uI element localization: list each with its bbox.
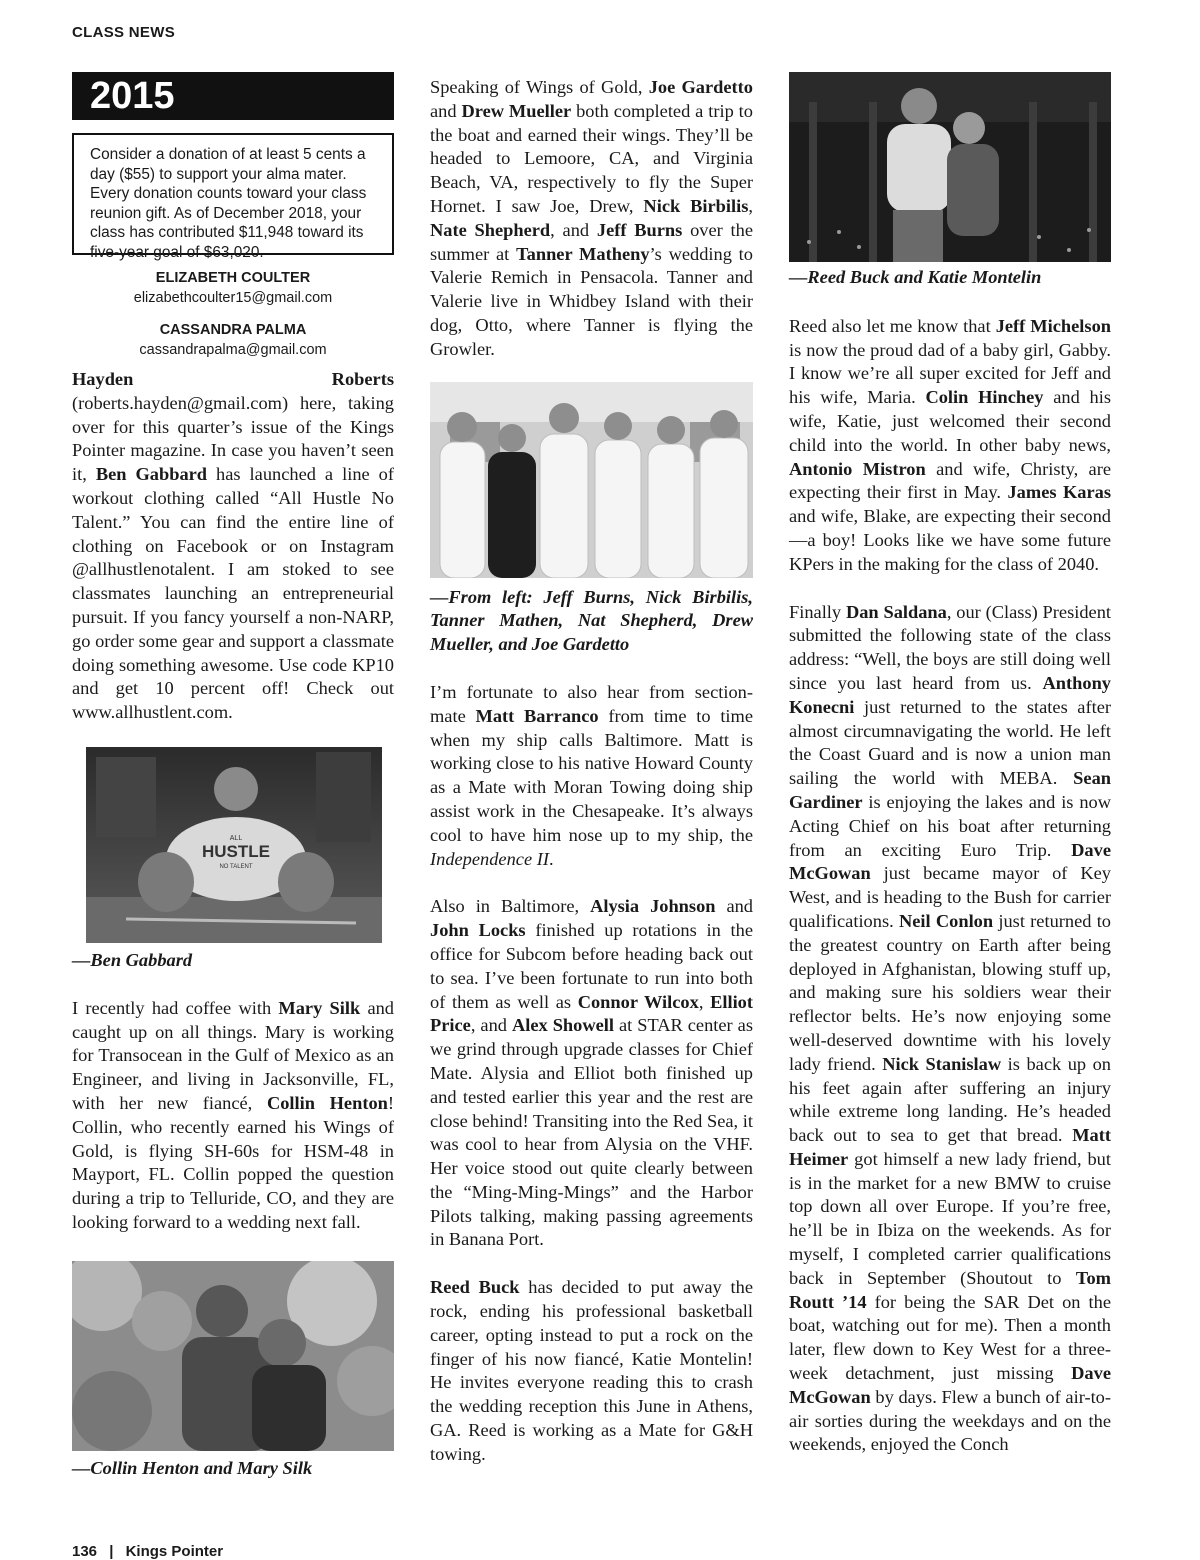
caption-ben-gabbard: —Ben Gabbard <box>72 949 193 970</box>
bold-name: Neil Conlon <box>898 910 994 931</box>
text-run: over the summer at <box>430 219 753 264</box>
text-run: both completed a trip to the boat and earned their wings. They’ll be headed to Lemoore, CA, and Virginia Beach, VA, respectively to fly the Super Hornet. I saw Joe, Drew, <box>430 100 753 216</box>
bold-name: Alysia Johnson <box>590 896 716 917</box>
bold-name: Nick Stanislaw <box>882 1053 1002 1074</box>
photo-collin-mary-image <box>72 1261 394 1451</box>
text-run: and caught up on all things. Mary is working for Transocean in the Gulf of Mexico as an Engineer, and living in Jacksonville, FL, with her new fiancé, <box>72 997 394 1113</box>
text-run: is back up on his feet again after suffering an injury while extreme long landing. He’s headed back out to sea to get that bread. <box>789 1053 1111 1146</box>
text-run: for being the SAR Det on the boat, watching out for me). Then a month later, flew down to Key West for a three-week detachment, just missing <box>789 1291 1111 1384</box>
text-run: just returned to the greatest country on Earth after being deployed in Afghanistan, blowing stuff up, and making sure his soldiers wear their reflector belts. He’s now enjoying some well-deserved downtime with his lovely lady friend. <box>789 910 1111 1074</box>
text-run: Reed also let me know that <box>789 315 996 336</box>
bold-name: Jeff Burns <box>596 219 683 240</box>
photo-ben-gabbard <box>86 747 382 943</box>
page-footer <box>72 1543 223 1560</box>
bold-name: Colin Hinchey <box>925 387 1044 408</box>
bold-name: Nick Birbilis <box>643 195 749 216</box>
text-run: and <box>430 100 462 121</box>
text-run: I recently had coffee with <box>72 997 279 1018</box>
text-run: I’m fortunate to also hear from section-mate <box>430 681 753 726</box>
contact-email: cassandrapalma@gmail.com <box>139 342 327 358</box>
photo-group-image <box>430 382 753 578</box>
bold-name: Joe Gardetto <box>648 77 753 97</box>
contact-cassandra <box>72 320 394 360</box>
bold-name: Dave McGowan <box>789 1363 1111 1407</box>
text-run: , our (Class) President submitted the following state of the class address: “Well, the boys are still doing well since you last heard from us. <box>789 601 1111 693</box>
paragraph-baltimore <box>430 895 753 1252</box>
footer-separator: | <box>109 1543 114 1560</box>
text-run: has launched a line of workout clothing called “All Hustle No Talent.” You can find the entire line of clothing on Facebook or on Instagram @allhustlenotalent. I am stoked to see classmates launching an entrepreneurial pursuit. If you fancy yourself a non-NARP, go order some gear and support a classmate doing something awesome. Use code KP10 and get 10 percent off! Check out www.allhustlent.com. <box>72 464 394 723</box>
contact-elizabeth <box>72 268 394 308</box>
text-run: , <box>698 991 711 1012</box>
section-label: CLASS NEWS <box>72 24 176 41</box>
page-number: 136 <box>72 1543 98 1560</box>
bold-name: Dave McGowan <box>789 839 1111 884</box>
text-run: and wife, Blake, are expecting their second—a boy! Looks like we have some future KPers in the making for the class of 2040. <box>789 506 1111 574</box>
paragraph-hayden <box>72 368 394 725</box>
contact-name: ELIZABETH COULTER <box>155 270 311 286</box>
photo-group <box>430 382 753 578</box>
bold-name: Drew Mueller <box>461 100 572 121</box>
bold-name: Mary Silk <box>278 997 361 1018</box>
bold-name: Tom Routt ’14 <box>789 1267 1111 1312</box>
text-run: at STAR center as we grind through upgrade classes for Chief Mate. Alysia and Elliot both finished up and tested earlier this year and the rest are close behind! Transiting into the Red Sea, it was cool to hear from Alysia on the VHF. Her voice stood out quite clearly between the “Ming-Ming-Mings” and the Harbor Pilots talking, making passing agreements in Banana Port. <box>430 1015 753 1250</box>
contact-name: CASSANDRA PALMA <box>159 322 307 338</box>
bold-name: Jeff Michelson <box>995 315 1111 336</box>
text-run: and wife, Christy, are expecting their first in May. <box>789 458 1112 503</box>
paragraph-jeff-michelson <box>789 315 1111 577</box>
photo-reed-katie <box>789 72 1111 262</box>
text-run: , <box>748 195 753 216</box>
paragraph-mary-silk <box>72 997 394 1235</box>
bold-name: Hayden Roberts <box>72 369 394 389</box>
text-run: just became mayor of Key West, and is heading to the Bush for carrier qualifications. <box>789 863 1111 931</box>
bold-name: James Karas <box>1007 482 1111 503</box>
text-run: Finally <box>789 601 846 622</box>
text-run: . <box>548 848 554 869</box>
text-run: Speaking of Wings of Gold, <box>430 77 649 97</box>
text-run: has decided to put away the rock, ending his professional basketball career, opting instead to put a rock on the finger of his now fiancé, Katie Montelin! He invites everyone reading this to crash the wedding reception this June in Athens, GA. Reed is working as a Mate for G&H towing. <box>430 1277 753 1464</box>
text-run: ’s wedding to Valerie Remich in Pensacola. Tanner and Valerie live in Whidbey Island with their dog, Otto, where Tanner is flying the Growler. <box>430 243 753 359</box>
paragraph-matt-barranco <box>430 681 753 871</box>
paragraph-wings-of-gold <box>430 76 753 362</box>
shirt-text-main: HUSTLE <box>202 841 270 861</box>
column-1 <box>72 72 394 1481</box>
paragraph-dan-saldana <box>789 601 1111 1458</box>
text-run: and <box>715 896 754 917</box>
text-run: (roberts.hayden@gmail.com) here, taking over for this quarter’s issue of the Kings Pointer magazine. In case you haven’t seen it, <box>72 392 394 485</box>
text-run: is enjoying the lakes and is now Acting Chief on his boat after returning from an exciting Euro Trip. <box>789 791 1111 860</box>
italic-text: Independence II <box>430 848 549 869</box>
contact-email: elizabethcoulter15@gmail.com <box>133 290 333 306</box>
bold-name: John Locks <box>430 920 526 941</box>
bold-name: Anthony Konecni <box>789 672 1111 717</box>
text-run: , and <box>470 1015 512 1036</box>
bold-name: Sean Gardiner <box>789 768 1111 812</box>
text-run: is now the proud dad of a baby girl, Gabby. I know we’re all super excited for Jeff and his wife, Maria. <box>789 339 1111 408</box>
text-run: from time to time when my ship calls Baltimore. Matt is working close to his native Howard County as a Mate with Moran Towing doing ship assist work in the Chesapeake. It’s always cool to have him nose up to my ship, the <box>430 705 753 845</box>
caption-group: —From left: Jeff Burns, Nick Birbilis, Tanner Mathen, Nat Shepherd, Drew Mueller, and Joe Gardetto <box>430 586 753 655</box>
text-run: by days. Flew a bunch of air-to-air sorties during the weekdays and on the weekends, enjoyed the Conch <box>789 1386 1111 1455</box>
caption-collin-mary: —Collin Henton and Mary Silk <box>72 1457 313 1478</box>
donation-box: Consider a donation of at least 5 cents a day ($55) to support your alma mater. Every donation counts toward your class reunion gift. As of December 2018, your class has contributed $11,948 toward its five-year goal of $63,020. <box>72 133 394 255</box>
caption-reed-katie: —Reed Buck and Katie Montelin <box>789 267 1042 287</box>
class-year-heading: 2015 <box>72 72 394 120</box>
text-run: finished up rotations in the office for Subcom before heading back out to sea. I’ve been fortunate to run into both of them as well as <box>430 920 753 1012</box>
text-run: ! Collin, who recently earned his Wings of Gold, is flying SH-60s for HSM-48 in Mayport, FL. Collin popped the question during a trip to Telluride, CO, and they are looking forward to a wedding next fall. <box>72 1092 394 1232</box>
bold-name: Ben Gabbard <box>95 464 208 485</box>
photo-collin-mary <box>72 1261 394 1451</box>
text-run: , and <box>550 219 597 240</box>
bold-name: Dan Saldana <box>845 601 947 622</box>
magazine-name: Kings Pointer <box>125 1543 224 1560</box>
bold-name: Alex Showell <box>511 1015 615 1036</box>
bold-name: Tanner Matheny <box>516 243 650 264</box>
bold-name: Nate Shepherd <box>430 219 551 240</box>
bold-name: Matt Heimer <box>789 1125 1111 1169</box>
shirt-text-bottom: NO TALENT <box>219 863 253 870</box>
text-run: and his wife, Katie, just welcomed their second child into the world. In other baby news, <box>789 387 1111 455</box>
bold-name: Elliot Price <box>430 991 753 1036</box>
column-3 <box>789 72 1111 1457</box>
bold-name: Connor Wilcox <box>577 991 699 1012</box>
shirt-text-top: ALL <box>229 834 243 842</box>
photo-reed-katie-image <box>789 72 1111 262</box>
bold-name: Reed Buck <box>430 1277 520 1298</box>
bold-name: Antonio Mistron <box>789 458 926 479</box>
text-run: just returned to the states after almost circumnavigating the world. He left the Coast Guard and is now a union man sailing the world with MEBA. <box>789 696 1111 789</box>
bold-name: Matt Barranco <box>475 705 599 726</box>
bold-name: Collin Henton <box>266 1092 388 1113</box>
column-2 <box>430 76 753 1467</box>
paragraph-reed-buck <box>430 1276 753 1466</box>
photo-ben-gabbard-image <box>86 747 382 943</box>
text-run: Also in Baltimore, <box>430 896 591 917</box>
text-run: got himself a new lady friend, but is in the market for a new BMW to cruise top down all over Europe. If you’re free, he’ll be in Ibiza on the weekends. As for myself, I completed carrier qualifications back in September (Shoutout to <box>789 1148 1111 1288</box>
